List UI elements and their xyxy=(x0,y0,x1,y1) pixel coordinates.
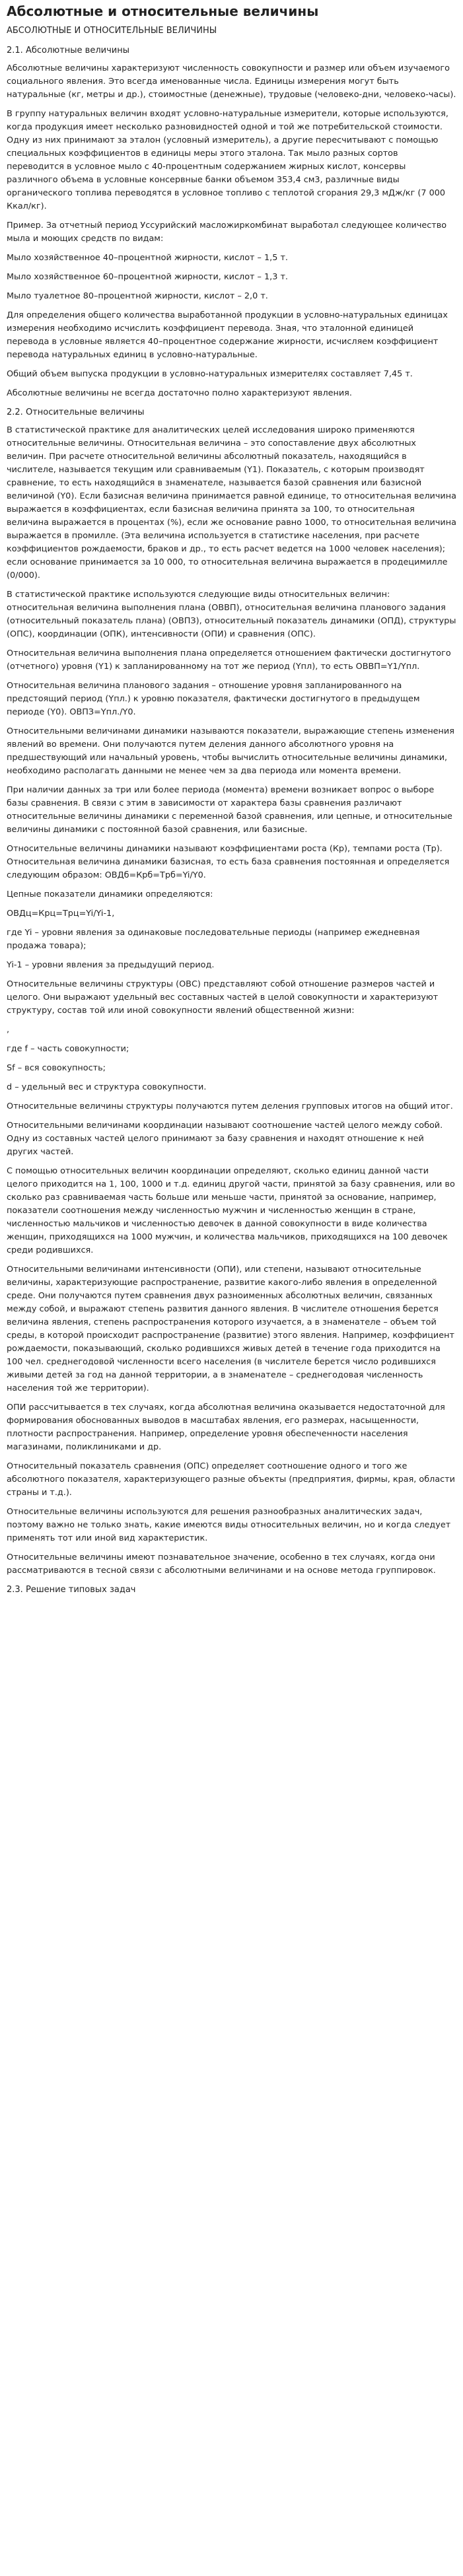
document-subtitle: АБСОЛЮТНЫЕ И ОТНОСИТЕЛЬНЫЕ ВЕЛИЧИНЫ xyxy=(7,26,217,36)
paragraph: Относительная величина выполнения плана определяется отношением фактически достигнутого (отчетного) уровня (Y1) к запланированному на тот же период (Yпл), то есть ОВВП=Y1/Yпл. xyxy=(7,648,451,672)
paragraph: Абсолютные величины характеризуют численность совокупности и размер или объем изучаемого социального явления. Это всегда именованные числа. Единицы измерения могут быть натуральные (кг, метры и др.), стоимостные (денежные), трудовые (человеко-дни, человеко-часы). xyxy=(7,63,456,100)
paragraph: В статистической практике используются следующие виды относительных величин: относительная величина выполнения плана (ОВВП), относительная величина планового задания (относительный показатель плана) (ОВПЗ), относительный показатель динамики (ОПД), структуры (ОПС), координации (ОПК), интенсивности (ОПИ) и сравнения (ОПС). xyxy=(7,590,456,639)
paragraph: Относительные величины структуры (ОВС) представляют собой отношение размеров частей и целого. Они выражают удельный вес составных частей в целой совокупности и характеризуют структуру, состав той или иной совокупности явлений общественной жизни: xyxy=(7,979,439,1016)
paragraph: Мыло хозяйственное 40–процентной жирности, кислот – 1,5 т. xyxy=(7,253,288,263)
paragraph: Мыло туалетное 80–процентной жирности, кислот – 2,0 т. xyxy=(7,291,268,301)
paragraph: Для определения общего количества выработанной продукции в условно-натуральных единицах измерения необходимо исчислить коэффициент перевода. Зная, что эталонной единицей перевода в условные является 40–процентное содержание жирности, исчисляем коэффициент перевода натуральных единиц в условно-натуральные. xyxy=(7,310,448,360)
paragraph: Мыло хозяйственное 60–процентной жирности, кислот – 1,3 т. xyxy=(7,272,288,282)
paragraph: Относительными величинами динамики называются показатели, выражающие степень изменения явлений во времени. Они получаются путем деления данного абсолютного уровня на предшествующий или начальный уровень, чтобы вычислить относительные величины динамики, необходимо располагать данными не менее чем за два периода или момента времени. xyxy=(7,726,454,776)
paragraph: ОПИ рассчитывается в тех случаях, когда абсолютная величина оказывается недостаточной для формирования обоснованных выводов в масштабах явления, его размерах, насыщенности, плотности распространения. Например, определение уровня обеспеченности населения магазинами, поликлиниками и др. xyxy=(7,1403,445,1452)
paragraph: Пример. За отчетный период Уссурийский масложиркомбинат выработал следующее количество мыла и моющих средств по видам: xyxy=(7,221,447,244)
paragraph: d – удельный вес и структура совокупности. xyxy=(7,1082,207,1092)
section-heading-absolute: 2.1. Абсолютные величины xyxy=(7,46,129,55)
paragraph: Относительные величины имеют познавательное значение, особенно в тех случаях, когда они рассматриваются в тесной связи с абсолютными величинами и на основе метода группировок. xyxy=(7,1552,436,1576)
section-absolute-body xyxy=(7,62,456,400)
section-relative-body xyxy=(7,424,456,1578)
paragraph: где f – часть совокупности; xyxy=(7,1044,129,1054)
paragraph: В группу натуральных величин входят условно-натуральные измерители, которые используются, когда продукция имеет несколько разновидностей одной и той же потребительской стоимости. Одну из них принимают за эталон (условный измеритель), а другие пересчитывают с помощью специальных коэффициентов в единицы меры этого эталона. Так мыло разных сортов переводится в условное мыло с 40-процентным содержанием жирных кислот, консервы различного объема в условные консервные банки объемом 353,4 см3, различные виды органического топлива переводятся в условное топливо с теплотой сгорания 29,3 мДж/кг (7 000 Ккал/кг). xyxy=(7,109,448,211)
section-heading-tasks: 2.3. Решение типовых задач xyxy=(7,1585,136,1595)
paragraph: С помощью относительных величин координации определяют, сколько единиц данной части целого приходится на 1, 100, 1000 и т.д. единиц другой части, принятой за базу сравнения, или во сколько раз сравниваемая часть больше или меньше части, принятой за основание, например, показатели соотношения между численностью мужчин и численностью женщин в стране, численностью мальчиков и численностью девочек в данной совокупности в виде количества женщин, приходящихся на 1000 мужчин, и количества мальчиков, приходящихся на 100 девочек среди родившихся. xyxy=(7,1166,455,1255)
paragraph: где Yi – уровни явления за одинаковые последовательные периоды (например ежедневная продажа товара); xyxy=(7,928,420,951)
paragraph: Относительными величинами координации называют соотношение частей целого между собой. Одну из составных частей целого принимают за базу сравнения и находят отношение к ней других частей. xyxy=(7,1121,443,1157)
paragraph: Относительные величины динамики называют коэффициентами роста (Кр), темпами роста (Тр). Относительная величина динамики базисная, то есть база сравнения постоянная и определяется следующим образом: ОВДб=Крб=Трб=Yi/Y0. xyxy=(7,844,450,880)
paragraph: Цепные показатели динамики определяются: xyxy=(7,889,213,899)
paragraph: Общий объем выпуска продукции в условно-натуральных измерителях составляет 7,45 т. xyxy=(7,369,413,379)
page-title: Абсолютные и относительные величины xyxy=(7,3,319,19)
paragraph: , xyxy=(7,1025,10,1035)
paragraph: Относительная величина планового задания – отношение уровня запланированного на предстоящий период (Yпл.) к уровню показателя, фактически достигнутого в предыдущем периоде (Y0). ОВПЗ=Yпл./Y0. xyxy=(7,681,420,717)
paragraph: Относительный показатель сравнения (ОПС) определяет соотношение одного и того же абсолютного показателя, характеризующего разные объекты (предприятия, фирмы, края, области страны и т.д.). xyxy=(7,1461,455,1498)
paragraph: ОВДц=Крц=Трц=Yi/Yi-1, xyxy=(7,909,115,919)
paragraph: Относительные величины используются для решения разнообразных аналитических задач, поэтому важно не только знать, какие имеются виды относительных величин, но и когда следует применять тот или иной вид характеристик. xyxy=(7,1507,451,1543)
paragraph: Относительными величинами интенсивности (ОПИ), или степени, называют относительные величины, характеризующие распространение, развитие какого-либо явления в определенной среде. Они получаются путем сравнения двух разноименных абсолютных величин, связанных между собой, и выражают степень развития данного явления. В числителе отношения берется величина явления, степень распространения которого изучается, а в знаменателе – объем той среды, в которой происходит распространение (развитие) этого явления. Например, коэффициент рождаемости, показывающий, сколько родившихся живых детей в течение года приходится на 100 чел. среднегодовой численности всего населения (в числителе берется число родившихся живыми детей за год на данной территории, а в знаменателе – среднегодовая численность населения той же территории). xyxy=(7,1265,454,1393)
paragraph: Относительные величины структуры получаются путем деления групповых итогов на общий итог. xyxy=(7,1101,453,1111)
paragraph: При наличии данных за три или более периода (момента) времени возникает вопрос о выборе базы сравнения. В связи с этим в зависимости от характера базы сравнения различают относительные величины динамики с переменной базой сравнения, или цепные, и относительные величины динамики с постоянной базой сравнения, или базисные. xyxy=(7,785,452,835)
paragraph: Абсолютные величины не всегда достаточно полно характеризуют явления. xyxy=(7,388,352,398)
paragraph: Sf – вся совокупность; xyxy=(7,1063,106,1073)
section-heading-relative: 2.2. Относительные величины xyxy=(7,407,145,417)
paragraph: В статистической практике для аналитических целей исследования широко применяются относительные величины. Относительная величина – это сопоставление двух абсолютных величин. При расчете относительной величины абсолютный показатель, находящийся в числителе, называется текущим или сравниваемым (Y1). Показатель, с которым производят сравнение, то есть находящийся в знаменателе, называется базой сравнения или базисной величиной (Y0). Если базисная величина принимается равной единице, то относительная величина выражается в коэффициентах, если базисная величина принята за 100, то относительная величина выражается в процентах (%), если же основание равно 1000, то относительная величина выражается в промилле. (Эта величина используется в статистике населения, при расчете коэффициентов рождаемости, браков и др., то есть расчет ведется на 1000 человек населения); если основание принимается за 10 000, то относительная величина выражается в продецимилле (0/000). xyxy=(7,425,456,580)
paragraph: Yi-1 – уровни явления за предыдущий период. xyxy=(7,960,215,970)
